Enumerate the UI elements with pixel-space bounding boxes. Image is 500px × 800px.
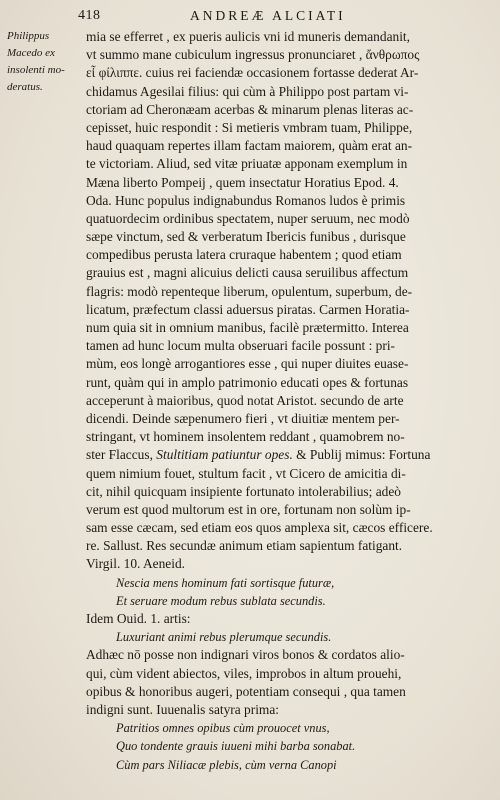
verse-line: Nescia mens hominum fati sortisque futuræ,	[116, 575, 335, 590]
body-text	[86, 28, 486, 774]
margin-note-line: Macedo ex	[7, 47, 55, 59]
text-line: num quia sit in omnium manibus, facilè prætermitto. Interea	[86, 320, 409, 335]
text-line: re. Sallust. Res secundæ animum etiam sapientum fatigant.	[86, 538, 403, 554]
text-line: tamen ad hunc locum multa obseruari facile possunt : pri-	[86, 338, 396, 354]
running-head: ANDREÆ ALCIATI	[190, 8, 346, 23]
text-line: haud quaquam repertes illam factam maiorem, quàm erat an-	[86, 138, 413, 154]
text-line: dicendi. Deinde sæpenumero fieri , vt diuitiæ mentem per-	[86, 410, 400, 426]
page-header	[78, 4, 482, 28]
text-line: runt, quàm qui in amplo patrimonio educati opes & fortunas	[86, 374, 409, 390]
text-line: grauius est , magni alicuius delicti causa seruilibus affectum	[86, 265, 409, 281]
text-line: cepisset, huic respondit : Si metieris vmbram tuam, Philippe,	[86, 119, 413, 135]
text-line: chidamus Agesilai filius: qui cùm à Philippo post partam vi-	[86, 83, 409, 99]
text-line: opibus & honoribus augeri, potentiam consequi , qua tamen	[86, 683, 406, 699]
text-line: cit, nihil quicquam insipiente fortunato intolerabilius; adeò	[86, 483, 401, 499]
margin-note-line: deratus.	[7, 81, 43, 93]
verse-line: Quo tondente grauis iuueni mihi barba sonabat.	[116, 739, 356, 754]
verse-line: Patritios omnes opibus cùm prouocet vnus,	[116, 721, 330, 736]
text-line: indigni sunt. Iuuenalis satyra prima:	[86, 701, 280, 717]
verse-line: Luxuriant animi rebus plerumque secundis.	[116, 630, 332, 645]
italic-quote: Stultitiam patiuntur opes.	[156, 447, 293, 463]
text-line: stringant, vt hominem insolentem reddant , quamobrem no-	[86, 429, 405, 445]
text-span: & Publij mimus: Fortuna	[292, 447, 431, 463]
text-line: Mæna liberto Pompeij , quem insectatur Horatius Epod. 4.	[86, 174, 399, 190]
text-line-mixed	[86, 446, 486, 464]
text-line: sæpe vinctum, sed & verberatum Ibericis funibus , durisque	[86, 229, 406, 245]
text-line: acceperunt à maioribus, quod notat Aristot. secundo de arte	[86, 392, 404, 408]
text-line: verum est quod multorum est in ore, fortunam non solùm ip-	[86, 501, 411, 517]
verse-line: Et seruare modum rebus sublata secundis.	[116, 593, 326, 608]
margin-note	[7, 28, 77, 96]
text-line: quem nimium fouet, stultum facit , vt Cicero de amicitia di-	[86, 465, 406, 481]
text-line: Oda. Hunc populus indignabundus Romanos ludos è primis	[86, 192, 406, 208]
text-line: qui, cùm vident abiectos, viles, improbos in altum prouehi,	[86, 665, 402, 681]
text-line: ctoriam ad Cheronæam acerbas & minarum plenas literas ac-	[86, 101, 414, 117]
text-line: te victoriam. Aliud, sed vitæ priuatæ apponam exemplum in	[86, 156, 408, 172]
text-line: compedibus perusta latera cruraque habentem ; quod etiam	[86, 247, 402, 263]
text-line: εἶ φίλιππε. cuius rei faciendæ occasionem fortasse dederat Ar-	[86, 65, 419, 81]
text-span: ster Flaccus,	[86, 447, 157, 463]
text-line: Idem Ouid. 1. artis:	[86, 611, 191, 626]
text-line: Virgil. 10. Aeneid.	[86, 556, 185, 572]
text-line: sam esse cæcam, sed etiam eos quos amplexa sit, cæcos efficere.	[86, 520, 433, 536]
text-line: flagris: modò repenteque liberum, opulentum, superbum, de-	[86, 283, 413, 299]
text-line: quatuordecim ordinibus spectatem, nuper seruum, nec modò	[86, 210, 410, 226]
text-line: vt summo mane cubiculum ingressus pronunciaret , ἄνθρωπος	[86, 47, 420, 63]
margin-note-line: Philippus	[7, 30, 50, 42]
margin-note-line: insolenti mo-	[7, 64, 65, 76]
text-line: mia se efferret , ex pueris aulicis vni id muneris demandanit,	[86, 29, 411, 44]
text-line: Adhæc nō posse non indignari viros bonos & cordatos alio-	[86, 647, 405, 663]
text-line: licatum, præfectum classi aduersus piratas. Carmen Horatia-	[86, 301, 410, 317]
text-line: mùm, eos longè arrogantiores esse , qui nuper diuites euase-	[86, 356, 409, 372]
verse-line: Cùm pars Niliacæ plebis, cùm verna Canopi	[116, 757, 337, 772]
page-number: 418	[78, 8, 101, 23]
